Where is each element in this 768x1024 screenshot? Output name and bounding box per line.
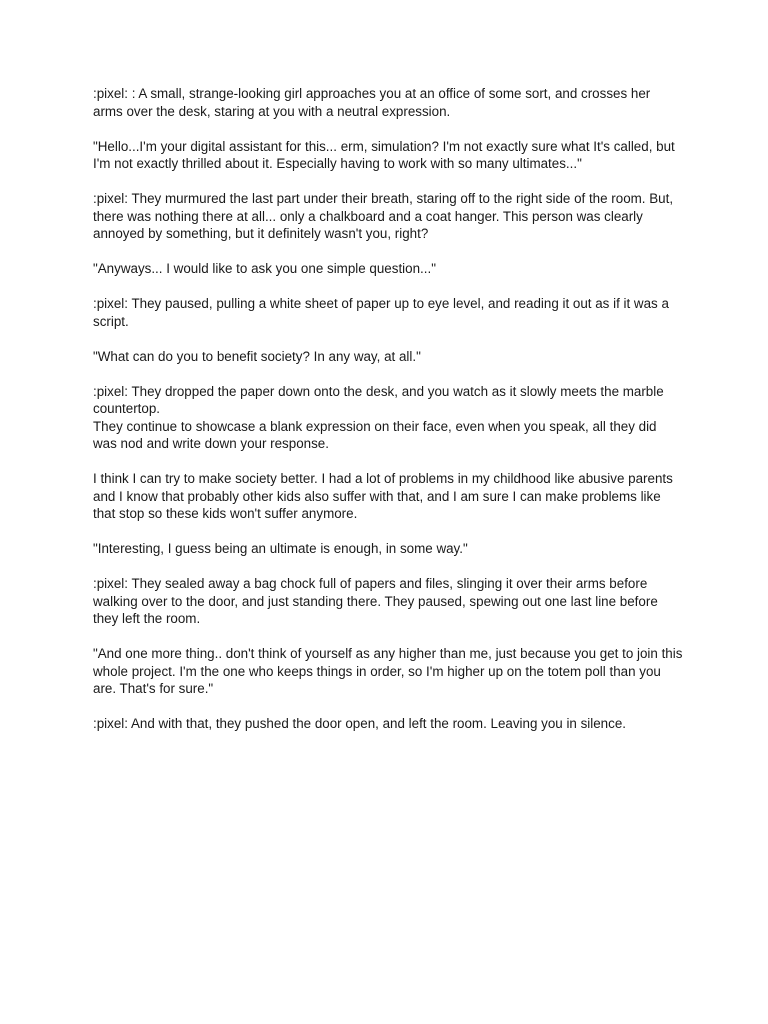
paragraph-murmur: :pixel: They murmured the last part under their breath, staring off to the right side of the room. But, there was nothing there at all... only a chalkboard and a coat hanger. This person was clearly annoyed by something, but it definitely wasn't you, right? <box>93 191 674 241</box>
paragraph-paper-read: :pixel: They paused, pulling a white sheet of paper up to eye level, and reading it out as if it was a script. <box>93 296 669 329</box>
paragraph-anyways: "Anyways... I would like to ask you one simple question..." <box>93 261 436 276</box>
paragraph-interesting: "Interesting, I guess being an ultimate is enough, in some way." <box>93 541 468 556</box>
paragraph-one-more-thing: "And one more thing.. don't think of yourself as any higher than me, just because you get to join this whole project. I'm the one who keeps things in order, so I'm higher up on the totem poll than you are. That's for sure." <box>93 646 683 696</box>
paragraph-assistant-greeting: "Hello...I'm your digital assistant for this... erm, simulation? I'm not exactly sure what It's called, but I'm not exactly thrilled about it. Especially having to work with so many ultimates..." <box>93 138 675 171</box>
paragraph-paper-drop: :pixel: They dropped the paper down onto the desk, and you watch as it slowly meets the marble countertop. They continue to showcase a blank expression on their face, even when you speak, all they did was nod and write down your response. <box>93 383 664 451</box>
paragraph-question: "What can do you to benefit society? In any way, at all." <box>93 348 421 364</box>
paragraph-bag: :pixel: They sealed away a bag chock full of papers and files, slinging it over their arms before walking over to the door, and just standing there. They paused, spewing out one last line before they left the room. <box>93 576 658 626</box>
paragraph-intro: :pixel: : A small, strange-looking girl approaches you at an office of some sort, and crosses her arms over the desk, staring at you with a neutral expression. <box>93 86 651 119</box>
paragraph-ending: :pixel: And with that, they pushed the door open, and left the room. Leaving you in silence. <box>93 716 626 731</box>
paragraph-response: I think I can try to make society better. I had a lot of problems in my childhood like abusive parents and I know that probably other kids also suffer with that, and I am sure I can make problems like that stop so these kids won't suffer anymore. <box>93 471 673 521</box>
document-page <box>93 85 683 750</box>
